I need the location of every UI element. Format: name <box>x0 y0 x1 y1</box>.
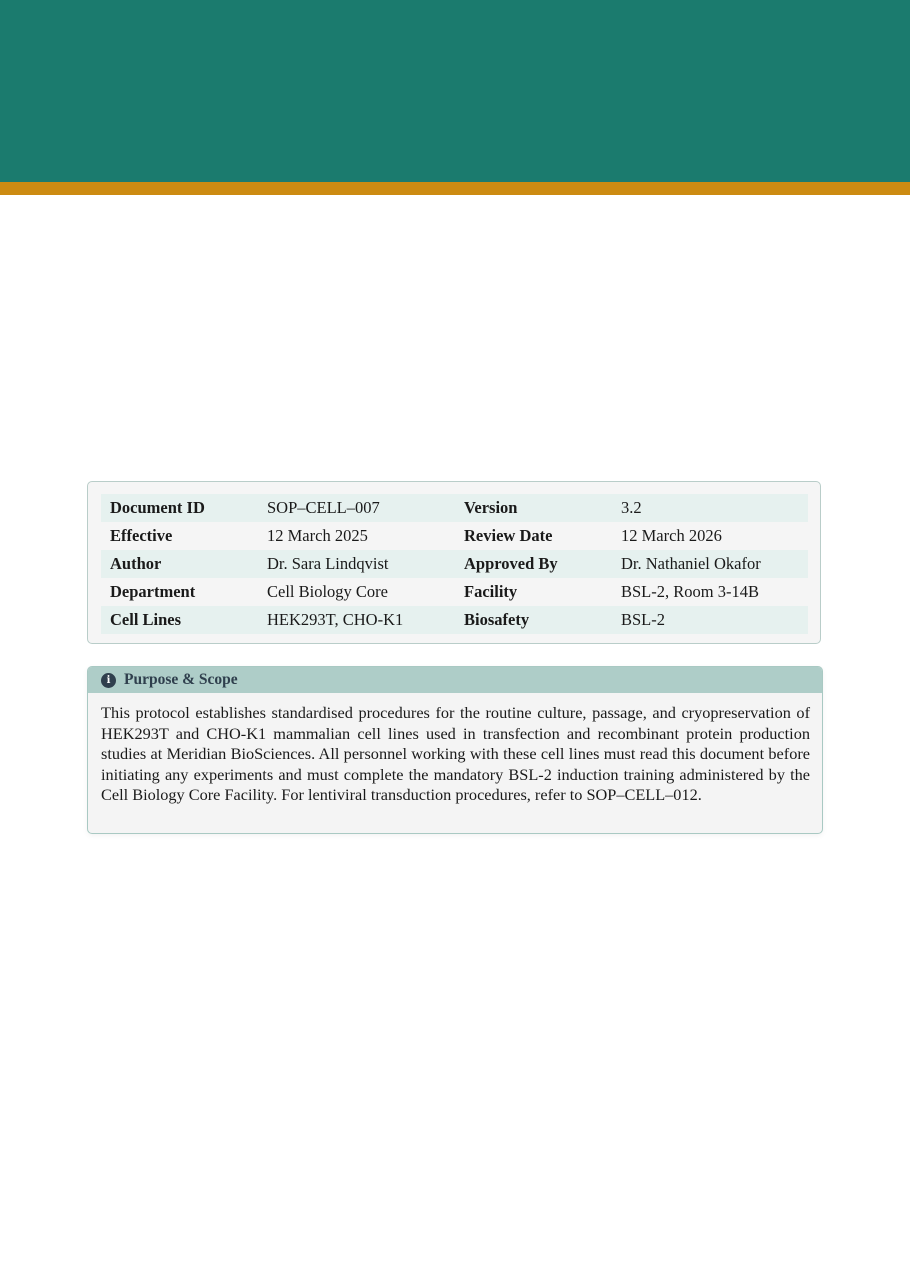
metadata-value: 3.2 <box>621 498 642 517</box>
metadata-key: Department <box>110 582 196 601</box>
metadata-key: Approved By <box>464 554 558 573</box>
metadata-value: Dr. Sara Lindqvist <box>267 554 389 573</box>
metadata-key: Author <box>110 554 162 573</box>
metadata-key: Document ID <box>110 498 205 517</box>
metadata-value: 12 March 2026 <box>621 526 722 545</box>
callout-title: Purpose & Scope <box>124 671 238 688</box>
metadata-value: 12 March 2025 <box>267 526 368 545</box>
metadata-row <box>101 550 808 578</box>
metadata-row <box>101 606 808 634</box>
document-metadata-panel <box>87 481 821 644</box>
metadata-value: SOP–CELL–007 <box>267 498 380 517</box>
metadata-value: HEK293T, CHO-K1 <box>267 610 404 629</box>
info-icon: i <box>101 673 116 688</box>
metadata-value: BSL-2 <box>621 610 666 629</box>
metadata-row <box>101 494 808 522</box>
metadata-row <box>101 578 808 606</box>
metadata-key: Facility <box>464 582 518 601</box>
metadata-key: Version <box>464 498 518 517</box>
callout-header <box>88 667 822 693</box>
metadata-key: Biosafety <box>464 610 530 629</box>
header-banner <box>0 0 910 182</box>
metadata-value: BSL-2, Room 3-14B <box>621 582 759 601</box>
metadata-key: Cell Lines <box>110 610 182 629</box>
purpose-scope-callout <box>87 666 823 834</box>
header-accent-stripe <box>0 182 910 195</box>
metadata-value: Cell Biology Core <box>267 582 388 601</box>
metadata-key: Review Date <box>464 526 553 545</box>
metadata-table <box>101 494 808 634</box>
metadata-row <box>101 522 808 550</box>
callout-body-text: This protocol establishes standardised procedures for the routine culture, passage, and cryopreservation of HEK293T and CHO-K1 mammalian cell lines used in transfection and recombinant protein production studies at Meridian BioSciences. All personnel working with these cell lines must read this document before initiating any experiments and must complete the mandatory BSL-2 induction training administered by the Cell Biology Core Facility. For lentiviral transduction procedures, refer to SOP–CELL–012. <box>101 703 810 805</box>
metadata-key: Effective <box>110 526 173 545</box>
metadata-value: Dr. Nathaniel Okafor <box>621 554 761 573</box>
